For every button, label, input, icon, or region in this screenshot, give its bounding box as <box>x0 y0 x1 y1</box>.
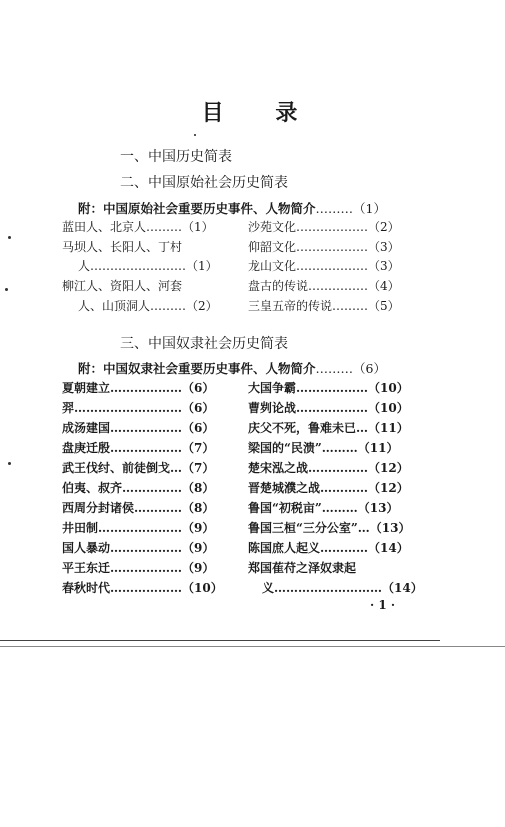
toc-entry[interactable]: 三皇五帝的传说………（5） <box>248 299 400 313</box>
toc-entry[interactable]: 晋楚城濮之战…………（12） <box>248 481 409 495</box>
bottom-rule <box>0 640 440 641</box>
toc-entry[interactable]: 夏朝建立………………（6） <box>62 381 215 395</box>
toc-entry[interactable]: 鲁国“初税亩”………（13） <box>248 501 399 515</box>
appendix-leader: ……… <box>315 361 354 376</box>
appendix-leader: ……… <box>315 201 354 216</box>
scan-mark <box>5 288 8 291</box>
toc-entry[interactable]: 井田制…………………（9） <box>62 521 215 535</box>
page-title: 目 录 <box>201 101 320 126</box>
appendix-label: 附：中国奴隶社会重要历史事件、人物简介 <box>78 361 316 376</box>
toc-entry[interactable]: 武王伐纣、前徒倒戈…（7） <box>62 461 215 475</box>
toc-entry[interactable]: 义………………………（14） <box>262 581 423 595</box>
toc-entry[interactable]: 伯夷、叔齐……………（8） <box>62 481 215 495</box>
toc-entry[interactable]: 柳江人、资阳人、河套 <box>62 279 183 293</box>
appendix-heading-slave[interactable] <box>78 359 386 377</box>
print-speck <box>194 134 196 136</box>
toc-entry[interactable]: 大国争霸………………（10） <box>248 381 409 395</box>
section-heading-3[interactable]: 三、中国奴隶社会历史简表 <box>120 336 288 352</box>
scan-mark <box>8 236 11 239</box>
toc-entry[interactable]: 人、山顶洞人………（2） <box>78 299 218 313</box>
toc-entry[interactable]: 羿………………………（6） <box>62 401 215 415</box>
toc-entry[interactable]: 人……………………（1） <box>78 259 218 273</box>
toc-entry[interactable]: 沙苑文化………………（2） <box>248 220 400 234</box>
toc-entry[interactable]: 马坝人、长阳人、丁村 <box>62 240 183 254</box>
toc-entry[interactable]: 龙山文化………………（3） <box>248 259 400 273</box>
toc-entry[interactable]: 西周分封诸侯…………（8） <box>62 501 215 515</box>
toc-entry[interactable]: 盘古的传说……………（4） <box>248 279 400 293</box>
toc-entry[interactable]: 梁国的“民溃”………（11） <box>248 441 399 455</box>
toc-entry[interactable]: 盘庚迁殷………………（7） <box>62 441 215 455</box>
appendix-heading-primitive[interactable] <box>78 199 386 217</box>
toc-entry[interactable]: 鲁国三桓“三分公室”…（13） <box>248 521 411 535</box>
appendix-page: （6） <box>353 361 386 376</box>
toc-entry[interactable]: 仰韶文化………………（3） <box>248 240 400 254</box>
toc-entry[interactable]: 曹刿论战………………（10） <box>248 401 409 415</box>
bottom-rule-thin <box>0 646 505 647</box>
toc-entry[interactable]: 楚宋泓之战……………（12） <box>248 461 409 475</box>
section-heading-1[interactable]: 一、中国历史简表 <box>120 149 232 165</box>
toc-entry[interactable]: 春秋时代………………（10） <box>62 581 223 595</box>
page-number: · 1 · <box>370 598 396 612</box>
toc-entry[interactable]: 庆父不死，鲁难未已…（11） <box>248 421 409 435</box>
toc-entry[interactable]: 成汤建国………………（6） <box>62 421 215 435</box>
toc-entry[interactable]: 陈国庶人起义…………（14） <box>248 541 409 555</box>
toc-entry[interactable]: 郑国萑苻之泽奴隶起 <box>248 561 357 575</box>
toc-entry[interactable]: 蓝田人、北京人………（1） <box>62 220 214 234</box>
appendix-page: （1） <box>353 201 386 216</box>
scan-mark <box>8 462 11 465</box>
toc-entry[interactable]: 平王东迁………………（9） <box>62 561 215 575</box>
appendix-label: 附：中国原始社会重要历史事件、人物简介 <box>78 201 316 216</box>
toc-entry[interactable]: 国人暴动………………（9） <box>62 541 215 555</box>
section-heading-2[interactable]: 二、中国原始社会历史简表 <box>120 175 288 191</box>
